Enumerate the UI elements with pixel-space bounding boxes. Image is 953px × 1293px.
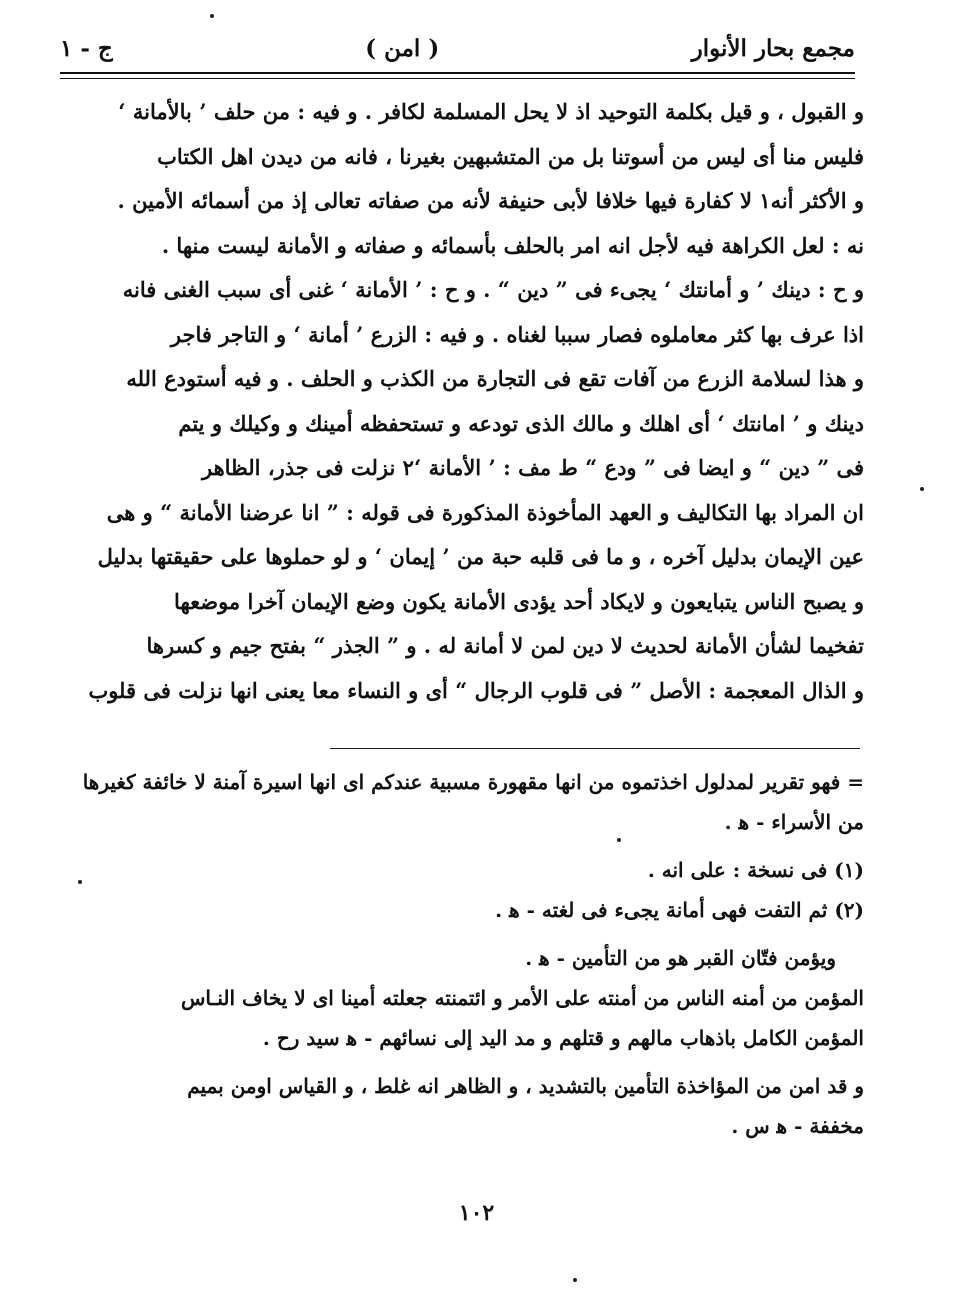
main-text [72, 90, 864, 713]
footnote-line: = فهو تقرير لمدلول اخذتموه من انها مقهورة مسبية عندكم اى انها اسيرة آمنة لا خائفة كغيرها [82, 770, 864, 794]
footnote-line: (١) فى نسخة : على انه . [647, 858, 864, 882]
page-number: ١٠٢ [458, 1200, 495, 1226]
text-line: و القبول ، و قيل بكلمة التوحيد اذ لا يحل المسلمة لكافر . و فيه : من حلف ’ بالأمانة ‘ [118, 99, 864, 124]
footnote-line: من الأسراء - ﻫ . [724, 810, 864, 834]
text-line: ان المراد بها التكاليف و العهد المأخوذة المذكورة فى قوله : ” انا عرضنا الأمانة “ و هى [106, 499, 864, 525]
scan-speck [573, 1278, 577, 1282]
volume-label: ج - ١ [60, 34, 113, 62]
scan-speck [617, 838, 621, 842]
text-line: اذا عرف بها كثر معاملوه فصار سببا لغناه . و فيه : الزرع ’ أمانة ‘ و التاجر فاجر [170, 321, 864, 347]
text-line: تفخيما لشأن الأمانة لحديث لا دين لمن لا أمانة له . و ” الجذر “ بفتح جيم و كسرها [146, 633, 864, 658]
scan-speck [920, 487, 924, 491]
text-line: و هذا لسلامة الزرع من آفات تقع فى التجارة من الكذب و الحلف . و فيه أستودع الله [126, 366, 864, 391]
text-line: دينك و ’ امانتك ‘ أى اهلك و مالك الذى تودعه و تستحفظه أمينك و وكيلك و يتم [178, 410, 864, 436]
footnote-line: ويؤمن فتّان القبر هو من التأمين - ﻫ . [525, 946, 836, 970]
header-rule-thin [60, 78, 855, 79]
footnote-line: و قد امن من المؤاخذة التأمين بالتشديد ، و الظاهر انه غلط ، و القياس اومن بميم [187, 1074, 864, 1098]
scan-speck [210, 14, 214, 18]
text-line: عين الإيمان بدليل آخره ، و ما فى قلبه حبة من ’ إيمان ‘ و لو حملوها على حقيقتها بدليل [97, 544, 864, 569]
text-line: نه : لعل الكراهة فيه لأجل انه امر بالحلف بأسمائه و صفاته و الأمانة ليست منها . [161, 232, 864, 258]
text-line: و يصبح الناس يتبايعون و لايكاد أحد يؤدى الأمانة يكون وضع الإيمان آخرا موضعها [174, 588, 864, 614]
entry-heading: ( امن ) [365, 34, 440, 62]
footnote-line: مخففة - ﻫ س . [731, 1114, 864, 1138]
footnote-line: (٢) ثم التفت فهى أمانة يجىء فى لغته - ﻫ . [495, 898, 864, 922]
text-line: و الذال المعجمة : الأصل ” فى قلوب الرجال “ أى و النساء معا يعنى انها نزلت فى قلوب [88, 677, 864, 703]
scan-speck [78, 880, 82, 884]
text-line: و الأكثر أنه١ لا كفارة فيها خلافا لأبى حنيفة لأنه من صفاته تعالى إذ من أسمائه الأمين . [117, 188, 864, 213]
book-title: مجمع بحار الأنوار [691, 34, 855, 62]
text-line: و ح : دينك ’ و أمانتك ‘ يجىء فى ” دين “ . و ح : ’ الأمانة ‘ غنى أى سبب الغنى فانه [122, 277, 864, 302]
text-line: فليس منا أى ليس من أسوتنا بل من المتشبهين بغيرنا ، فانه من ديدن اهل الكتاب [157, 143, 864, 169]
text-line: فى ” دين “ و ايضا فى ” ودع “ ط مف : ’ الأمانة ‘٢ نزلت فى جذر، الظاهر [201, 455, 864, 480]
footnote-separator [330, 748, 860, 749]
running-header [60, 28, 855, 68]
footnotes [72, 762, 864, 1146]
header-rule-thick [60, 72, 855, 74]
footnote-line: المؤمن الكامل باذهاب مالهم و قتلهم و مد اليد إلى نسائهم - ﻫ سيد رح . [262, 1026, 864, 1050]
footnote-line: المؤمن من أمنه الناس من أمنته على الأمر و ائتمنته جعلته أمينا اى لا يخاف النـاس [181, 986, 864, 1010]
